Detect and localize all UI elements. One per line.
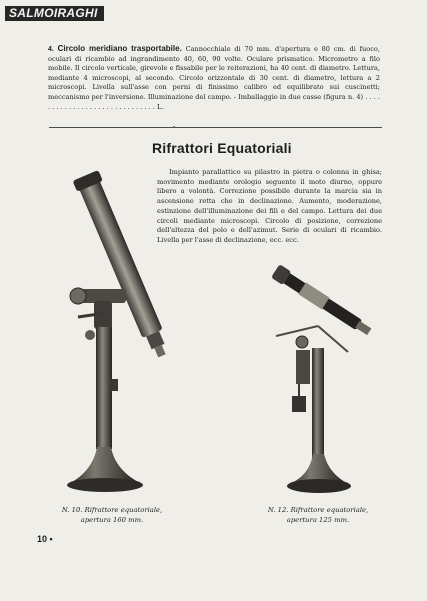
section-divider [49, 127, 382, 128]
page-number: 10 • [37, 534, 53, 544]
figure-12-caption-line1: N. 12. Rifrattore equatoriale, [267, 506, 369, 514]
item-title: Circolo meridiano trasportabile. [57, 44, 182, 53]
figure-10-caption-line1: N. 10. Rifrattore equatoriale, [61, 506, 163, 514]
section-description: Impianto parallattico su pilastro in pietra o colonna in ghisa; movimento mediante orologio seguente il moto diurno, oppure libero a volontà. Correzione possibile durante la marcia sia in ascensione retta che in declinazione. Aumento, moderazione, estinzione dell'illuminazione dei fili e del campo. Lettura dei due circoli mediante microscopi. Circolo di posizione, correzione dell'altezza del polo e dell'azimut. Serie di oculari di ricambio. Livella per l'asse di declinazione, ecc. ecc. [157, 168, 382, 244]
price-leader: . . . . . . . . . . . . . . . . . . . . . . . . . . . . . . [48, 92, 380, 111]
figure-12-caption-line2: apertura 125 mm. [286, 516, 350, 524]
separator-mark: • [172, 124, 177, 132]
refractor-125mm-photo [262, 256, 384, 500]
figure-10-caption [46, 505, 178, 525]
figure-12-caption [252, 505, 384, 525]
price-label: L. [157, 102, 164, 111]
refractor-160mm-photo [48, 165, 198, 500]
item-number: 4. [48, 46, 54, 53]
brand-logo: SALMOIRAGHI [5, 6, 104, 21]
item-4-paragraph [48, 44, 380, 112]
section-title: Rifrattori Equatoriali [152, 140, 292, 156]
item-body: Cannocchiale di 70 mm. d'apertura e 80 cm. di fuoco, oculari di ricambio ad ingrandimento 40, 60, 90 volte. Oculare prismatico. Micrometro a filo mobile. Il circolo verticale, girevole e fissabile per le reiterazioni, ha 40 cent. di diametro. Lettura, mediante 4 microscopi, al secondo. Circolo orizzontale di 30 cent. di diametro, lettura a 2 microscopi. Livella sull'asse con perni di finissimo calibro ed equilibrato sui cuscinetti; meccanismo per l'inversione. Illuminazione del campo. - Imballaggio in due casse (figura n. 4) [48, 45, 380, 101]
figure-10-caption-line2: apertura 160 mm. [80, 516, 144, 524]
